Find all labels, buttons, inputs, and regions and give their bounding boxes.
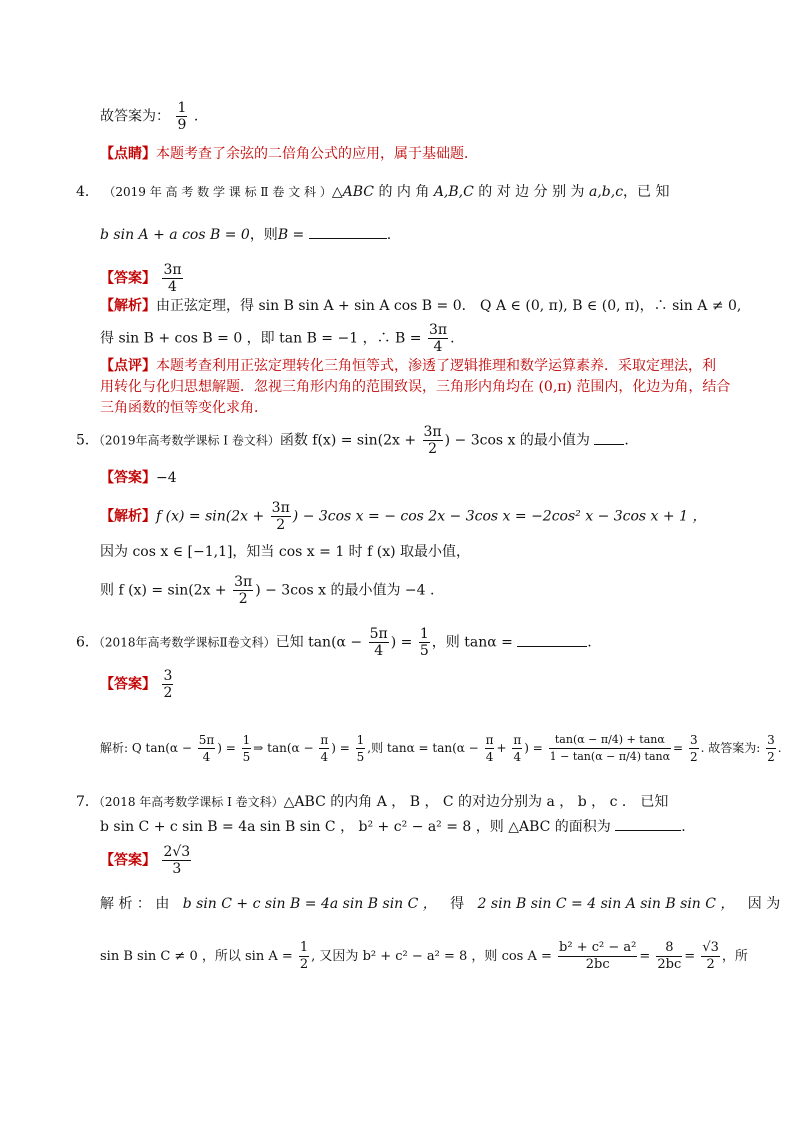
q4-answer-line	[100, 262, 185, 295]
q5-jiexi-fraction2	[233, 574, 253, 607]
q6-jiexi-fraction8	[766, 732, 776, 765]
q4-answer-den: 4	[168, 279, 177, 295]
q6-jiexi-a: Q tan(α −	[131, 741, 192, 755]
q7-jiexi-l1c: 得	[450, 896, 465, 912]
prev-answer-den: 9	[177, 117, 187, 133]
q4-jiexi-l1: 由正弦定理，得 sin B sin A + sin A cos B = 0． Q A ∈ (0, π), B ∈ (0, π)，∴ sin A ≠ 0,	[156, 298, 742, 314]
q5-stem-num: 3π	[423, 424, 442, 440]
q6-stem-c: ，则 tanα =	[431, 634, 513, 651]
q6-source: （2018年高考数学课标Ⅱ卷文科）	[98, 635, 276, 650]
q4-jiexi-tag: 【解析】	[100, 298, 156, 314]
q4-answer-fraction	[162, 262, 182, 295]
q6-answer-blank	[517, 632, 587, 647]
q6-jiexi-fraction3	[319, 732, 329, 765]
q7-stem-line1	[76, 792, 668, 812]
q7-f1-den: 2	[299, 957, 309, 972]
q7-stem-line2	[100, 816, 686, 837]
q6-big-num: tan(α − π/4) + tanα	[549, 732, 671, 749]
q6-f8-num: 3	[767, 733, 775, 747]
q4-answer-blank	[309, 224, 387, 239]
q5-jiexi-den2: 2	[238, 591, 248, 607]
q6-jiexi-h: =	[673, 741, 684, 755]
note-text: 本题考查了余弦的二倍角公式的应用，属于基础题．	[156, 146, 478, 162]
q4-stem-e: a,b,c	[588, 184, 624, 200]
q6-stem-fraction1	[369, 626, 389, 659]
q6-f5-den: 4	[485, 750, 494, 764]
q6-jiexi-fraction2	[242, 732, 252, 765]
q7-jiexi-l1e: 因 为	[747, 896, 781, 912]
prev-answer-fraction	[176, 100, 187, 133]
q4-condition-line	[100, 224, 391, 245]
q7-jiexi-l1d: 2 sin B sin C = 4 sin A sin B sin C ，	[477, 896, 735, 912]
q6-big-den: 1 − tan(α − π/4) tanα	[549, 750, 671, 763]
q4-ask-b: B =	[277, 227, 305, 243]
q7-answer-blank	[615, 816, 681, 831]
q6-f4-den: 5	[356, 750, 365, 764]
q6-stem-den2: 5	[419, 643, 429, 659]
q6-f4-num: 1	[356, 733, 365, 747]
q7-jiexi-l2c: =	[639, 949, 651, 964]
q4-stem-c: A,B,C	[433, 184, 474, 200]
q6-jiexi-b: ) =	[217, 741, 236, 755]
q6-answer-fraction	[162, 668, 173, 701]
q7-jiexi-l2e: ，所	[721, 949, 748, 964]
q6-jiexi-j: .	[777, 741, 782, 755]
q6-f7-num: 3	[689, 733, 698, 747]
q5-number: 5．	[76, 432, 99, 449]
q4-stem-a: △ABC	[331, 184, 374, 200]
q4-jiexi-num: 3π	[428, 322, 448, 338]
q5-jiexi-l1b: ) − 3cos x = − cos 2x − 3cos x = −2cos² x − 3cos x + 1 ，	[292, 508, 707, 525]
q7-answer-num: 2√3	[163, 844, 191, 860]
q7-stem-l1: △ABC 的内角 A ， B ， C 的对边分别为 a ， b ， c ． 已知	[283, 794, 669, 810]
q5-jiexi-line1	[100, 500, 706, 533]
q4-answer-num: 3π	[163, 262, 182, 278]
prev-answer-num: 1	[177, 100, 187, 116]
q6-stem-a: 已知 tan(α −	[275, 634, 363, 651]
q6-jiexi-fraction1	[198, 732, 216, 765]
q4-stem-line	[76, 182, 736, 202]
q6-jiexi-fraction6	[512, 732, 522, 765]
q5-jiexi-fraction1	[271, 500, 291, 533]
q5-jiexi-l1a: f (x) = sin(2x +	[156, 508, 265, 525]
q7-answer-den: 3	[172, 861, 182, 877]
q6-f2-num: 1	[242, 733, 251, 747]
q6-f6-num: π	[513, 733, 522, 747]
q7-stem-end: .	[681, 819, 686, 835]
q5-answer-blank	[594, 430, 624, 445]
q6-jiexi-fraction5	[485, 732, 495, 765]
q7-jiexi-fraction2	[558, 940, 637, 973]
q4-jiexi-line2	[100, 322, 455, 355]
q5-jiexi-num2: 3π	[234, 574, 253, 590]
q5-answer-line	[100, 468, 177, 488]
q6-jiexi-big-fraction	[549, 732, 671, 765]
q7-jiexi-line2	[100, 940, 748, 973]
q4-stem-b: 的 内 角	[374, 184, 434, 200]
note-tag: 【点睛】	[100, 146, 156, 162]
q4-dianping-line1	[100, 356, 716, 376]
q4-stem-d: 的 对 边 分 别 为	[473, 184, 589, 200]
q7-jiexi-l2d: =	[684, 949, 696, 964]
q7-jiexi-fraction3	[656, 940, 682, 973]
q5-jiexi-den1: 2	[276, 517, 286, 533]
q6-f1-num: 5π	[198, 733, 215, 747]
q5-stem-den: 2	[428, 441, 438, 457]
q5-stem-end: .	[624, 432, 629, 449]
q6-f3-num: π	[320, 733, 329, 747]
q7-jiexi-l2b: , 又因为 b² + c² − a² = 8 ，则 cos A =	[311, 949, 552, 964]
q7-stem-l2a: b sin C + c sin B = 4a sin B sin C ， b² + c² − a² = 8 ，则 △ABC 的面积为	[100, 819, 611, 835]
q6-jiexi-d: ) =	[331, 741, 350, 755]
q6-jiexi-f: +	[496, 741, 507, 755]
q5-jiexi-line3	[100, 574, 434, 607]
q6-jiexi-fraction4	[356, 732, 366, 765]
q6-stem-line	[76, 626, 592, 659]
q6-f5-num: π	[485, 733, 494, 747]
q6-answer-den: 2	[163, 685, 173, 701]
q5-answer-value: −4	[156, 470, 177, 486]
q7-answer-line	[100, 844, 193, 877]
q4-jiexi-line1	[100, 296, 741, 316]
q7-f3-den: 2bc	[657, 957, 682, 972]
q6-stem-num1: 5π	[369, 626, 388, 642]
q4-number: 4．	[76, 184, 99, 200]
q7-f2-num: b² + c² − a²	[559, 940, 637, 955]
q7-f3-num: 8	[656, 940, 682, 957]
q5-stem-b: ) − 3cos x 的最小值为	[444, 432, 590, 449]
prev-note-line	[100, 144, 478, 164]
q7-f1-num: 1	[299, 940, 309, 955]
q6-f7-den: 2	[689, 750, 698, 764]
q7-jiexi-fraction4	[701, 940, 720, 973]
q4-ask-end: .	[386, 227, 392, 243]
q4-jiexi-l2a: 得 sin B + cos B = 0 ，即 tan B = −1 ，∴ B =	[100, 330, 422, 347]
q4-jiexi-den: 4	[433, 339, 443, 355]
q4-source: （2019 年 高 考 数 学 课 标 Ⅱ 卷 文 科 ）	[103, 185, 332, 199]
q4-dianping-l1: 本题考查利用正弦定理转化三角恒等式，渗透了逻辑推理和数学运算素养．采取定理法，利	[156, 358, 716, 374]
q4-dianping-tag: 【点评】	[100, 358, 156, 374]
q6-answer-line	[100, 668, 175, 701]
q6-answer-num: 3	[163, 668, 173, 684]
q4-jiexi-fraction	[428, 322, 448, 355]
q6-jiexi-i: . 故答案为:	[700, 741, 761, 755]
q6-number: 6．	[76, 634, 99, 651]
q4-condition: b sin A + a cos B = 0	[100, 227, 250, 243]
q7-f2-den: 2bc	[585, 957, 610, 972]
prev-answer-prefix: 故答案为：	[100, 108, 170, 125]
q7-jiexi-fraction1	[299, 940, 309, 973]
q6-f1-den: 4	[202, 750, 211, 764]
q5-stem-fraction	[423, 424, 443, 457]
q4-stem-f: ，已 知	[623, 184, 670, 200]
q5-jiexi-l2: 因为 cos x ∈ [−1,1]，知当 cos x = 1 时 f (x) 取最小值，	[100, 544, 471, 560]
q6-jiexi-e: ,则 tanα = tan(α −	[367, 741, 479, 755]
q6-answer-tag: 【答案】	[100, 676, 156, 693]
q6-f2-den: 5	[242, 750, 251, 764]
q6-jiexi-g: ) =	[524, 741, 543, 755]
q5-answer-tag: 【答案】	[100, 470, 156, 486]
q6-jiexi-c: ⇒ tan(α −	[253, 741, 314, 755]
q5-jiexi-tag: 【解析】	[100, 508, 156, 525]
q6-stem-fraction2	[419, 626, 430, 659]
q5-source: （2019年高考数学课标 Ⅰ 卷文科）	[98, 433, 280, 448]
q6-jiexi-line	[100, 732, 782, 765]
q6-stem-end: .	[587, 634, 592, 651]
q7-answer-tag: 【答案】	[100, 852, 156, 869]
q7-f4-den: 2	[706, 957, 715, 972]
q6-stem-b: ) =	[390, 634, 413, 651]
q4-jiexi-end: .	[450, 330, 455, 347]
q6-stem-den1: 4	[374, 643, 384, 659]
q7-f4-num: √3	[702, 940, 719, 955]
q5-stem-a: 函数 f(x) = sin(2x +	[279, 432, 417, 449]
q4-ask: ，则	[249, 227, 278, 243]
q7-number: 7．	[76, 794, 99, 810]
q7-source: （2018 年高考数学课标 Ⅰ 卷文科）	[98, 795, 284, 809]
q7-jiexi-line1	[100, 894, 781, 914]
q5-jiexi-l3b: ) − 3cos x 的最小值为 −4 .	[255, 582, 435, 599]
q4-dianping-l3: 三角函数的恒等变化求角．	[100, 400, 268, 416]
q7-jiexi-l2a: sin B sin C ≠ 0 ，所以 sin A =	[100, 949, 293, 964]
q4-dianping-l2: 用转化与化归思想解题．忽视三角形内角的范围致误，三角形内角均在 (0,π) 范围内，化边为角，结合	[100, 379, 731, 395]
q6-stem-num2: 1	[419, 626, 429, 642]
q6-jiexi-fraction7	[689, 732, 699, 765]
q5-jiexi-l3a: 则 f (x) = sin(2x +	[100, 582, 227, 599]
prev-answer-suffix: .	[193, 108, 199, 125]
prev-answer-line	[100, 100, 198, 133]
q7-jiexi-l1a: 解 析 ： 由	[100, 896, 170, 912]
q5-jiexi-num1: 3π	[271, 500, 290, 516]
q7-jiexi-l1b: b sin C + c sin B = 4a sin B sin C ，	[182, 896, 437, 912]
q4-answer-tag: 【答案】	[100, 270, 156, 287]
q5-stem-line	[76, 424, 629, 457]
q6-f6-den: 4	[513, 750, 522, 764]
q7-answer-fraction	[162, 844, 191, 877]
q6-f3-den: 4	[320, 750, 329, 764]
q6-jiexi-label: 解析:	[100, 741, 132, 755]
q6-f8-den: 2	[767, 750, 775, 764]
